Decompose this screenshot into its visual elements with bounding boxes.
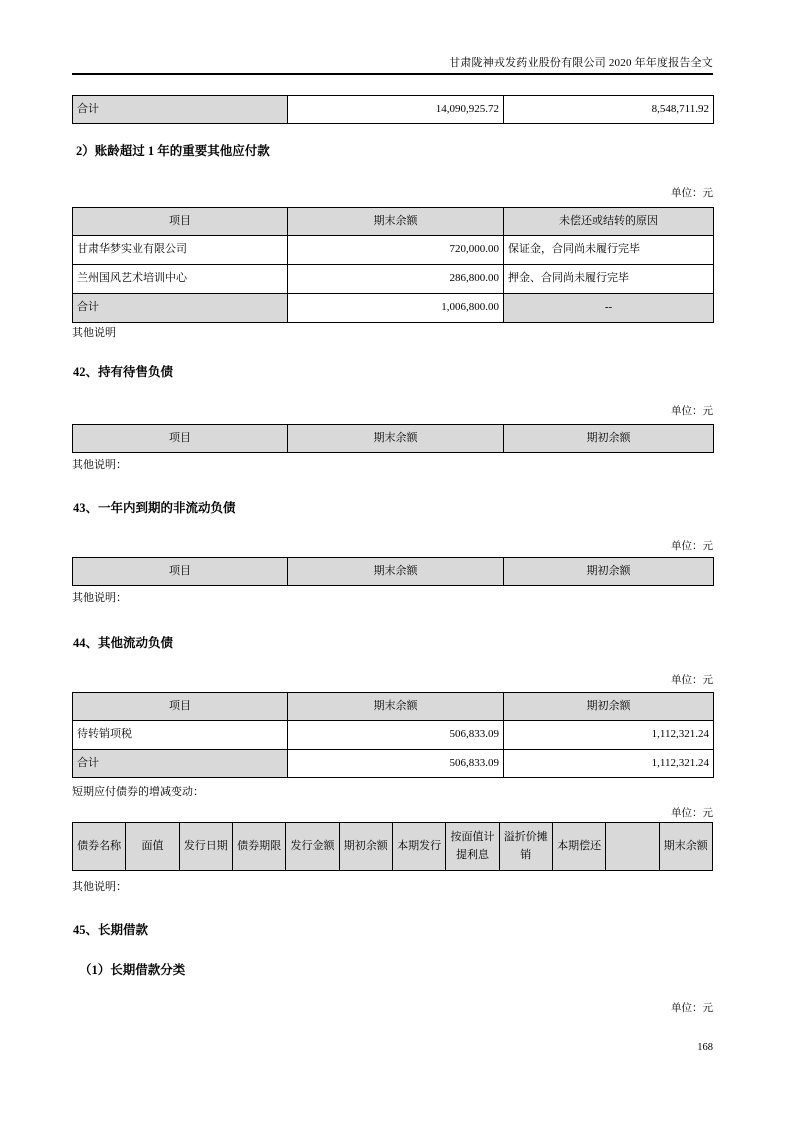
amount-cell: 1,006,800.00 <box>288 294 504 323</box>
bond-unit-label: 单位：元 <box>671 808 713 819</box>
table-header-row <box>73 208 714 236</box>
column-header-bond-term: 债券期限 <box>232 823 285 871</box>
total-label-cell: 合计 <box>73 294 288 323</box>
column-header-ending: 期末余额 <box>288 425 504 453</box>
column-header-beginning: 期初余额 <box>504 558 714 586</box>
column-header-ending: 期末余额 <box>288 693 504 721</box>
section44-heading: 44、其他流动负债 <box>73 636 174 650</box>
column-header-issue-amount: 发行金额 <box>286 823 339 871</box>
header-rule <box>72 73 713 75</box>
column-header-empty <box>606 823 659 871</box>
table-row <box>73 721 714 750</box>
column-header-item: 项目 <box>73 693 288 721</box>
column-header-ending-balance: 期末余额 <box>659 823 712 871</box>
column-header-interest-at-face-value: 按面值计提利息 <box>446 823 499 871</box>
column-header-face-value: 面值 <box>126 823 179 871</box>
totals-table <box>72 95 714 124</box>
item-cell: 兰州国风艺术培训中心 <box>73 265 288 294</box>
bond-change-caption: 短期应付债券的增减变动： <box>72 786 204 798</box>
reason-cell: -- <box>504 294 714 323</box>
section45-sub-heading: （1）长期借款分类 <box>79 963 186 977</box>
section45-heading: 45、长期借款 <box>73 923 149 937</box>
column-header-beginning: 期初余额 <box>504 693 714 721</box>
section44-note: 其他说明： <box>72 881 127 893</box>
section44-unit-label: 单位：元 <box>671 675 713 686</box>
column-header-ending: 期末余额 <box>288 208 504 236</box>
table-row <box>73 96 714 124</box>
total-label-cell: 合计 <box>73 750 288 778</box>
column-header-item: 项目 <box>73 425 288 453</box>
page-number: 168 <box>697 1042 713 1053</box>
table-total-row <box>73 750 714 778</box>
table-header-row <box>73 558 714 586</box>
amount-cell: 720,000.00 <box>288 236 504 265</box>
column-header-beginning-balance: 期初余额 <box>339 823 392 871</box>
page-header-title: 甘肃陇神戎发药业股份有限公司 2020 年年度报告全文 <box>449 57 713 69</box>
amount-cell: 286,800.00 <box>288 265 504 294</box>
amount-cell: 1,112,321.24 <box>504 721 714 750</box>
amount-cell: 506,833.09 <box>288 750 504 778</box>
amount-cell: 1,112,321.24 <box>504 750 714 778</box>
item-cell: 待转销项税 <box>73 721 288 750</box>
column-header-beginning: 期初余额 <box>504 425 714 453</box>
section2-heading: 2）账龄超过 1 年的重要其他应付款 <box>76 144 270 158</box>
column-header-repaid-this-period: 本期偿还 <box>552 823 605 871</box>
section43-note: 其他说明： <box>72 592 127 604</box>
section45-unit-label: 单位：元 <box>671 1003 713 1014</box>
section42-unit-label: 单位：元 <box>671 406 713 417</box>
column-header-reason: 未偿还或结转的原因 <box>504 208 714 236</box>
table-row <box>73 236 714 265</box>
beginning-balance-cell: 8,548,711.92 <box>504 96 714 124</box>
table-header-row <box>73 693 714 721</box>
column-header-issue-date: 发行日期 <box>179 823 232 871</box>
held-for-sale-liabilities-table <box>72 424 714 453</box>
section43-unit-label: 单位：元 <box>671 541 713 552</box>
aging-payables-table <box>72 207 714 323</box>
column-header-premium-discount-amortization: 溢折价摊销 <box>499 823 552 871</box>
column-header-item: 项目 <box>73 208 288 236</box>
table-total-row <box>73 294 714 323</box>
ending-balance-cell: 14,090,925.72 <box>288 96 504 124</box>
noncurrent-liabilities-due-table <box>72 557 714 586</box>
table-header-row <box>73 425 714 453</box>
table-header-row <box>73 823 713 871</box>
reason-cell: 押金、合同尚未履行完毕 <box>504 265 714 294</box>
section2-unit-label: 单位：元 <box>671 188 713 199</box>
column-header-item: 项目 <box>73 558 288 586</box>
column-header-ending: 期末余额 <box>288 558 504 586</box>
short-term-bonds-table <box>72 822 713 871</box>
other-current-liabilities-table <box>72 692 714 778</box>
column-header-bond-name: 债券名称 <box>73 823 126 871</box>
reason-cell: 保证金，合同尚未履行完毕 <box>504 236 714 265</box>
total-label-cell: 合计 <box>73 96 288 124</box>
section42-heading: 42、持有待售负债 <box>73 365 174 379</box>
table-row <box>73 265 714 294</box>
amount-cell: 506,833.09 <box>288 721 504 750</box>
section43-heading: 43、一年内到期的非流动负债 <box>73 501 236 515</box>
item-cell: 甘肃华梦实业有限公司 <box>73 236 288 265</box>
section2-note: 其他说明 <box>72 327 116 339</box>
section42-note: 其他说明： <box>72 459 127 471</box>
column-header-issued-this-period: 本期发行 <box>392 823 445 871</box>
